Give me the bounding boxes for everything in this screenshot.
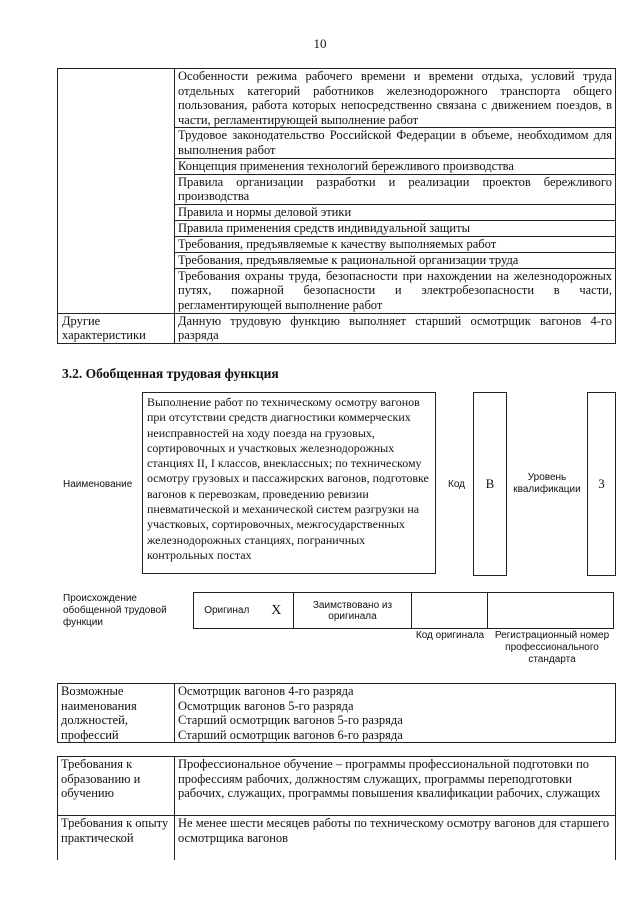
origin-code-caption: Код оригинала: [415, 630, 485, 641]
origin-label: Происхождение обобщенной трудовой функции: [63, 593, 167, 628]
table-cell: Правила и нормы деловой этики: [175, 204, 616, 220]
table-cell: Особенности режима рабочего времени и времени отдыха, условий труда отдельных категорий работников железнодорожного транспорта общего пользования, работа которых непосредственно связана с движением поездов, в части, регламентирующей выполнение работ: [175, 69, 616, 128]
code-value-box: B: [473, 392, 507, 576]
origin-table: [193, 592, 614, 629]
original-mark: X: [260, 593, 294, 629]
table-cell: Требования, предъявляемые к качеству выполняемых работ: [175, 236, 616, 252]
list-item: Старший осмотрщик вагонов 6-го разряда: [178, 727, 403, 742]
requirements-table: [57, 756, 616, 860]
positions-list: [175, 684, 616, 743]
education-text: Профессиональное обучение – программы профессиональной подготовки по профессиям рабочих, должностям служащих, программы переподготовки рабочих, служащих, программы повышения квалификации рабочих, служащих: [175, 757, 616, 816]
list-item: Осмотрщик вагонов 4-го разряда: [178, 684, 354, 698]
positions-label: Возможные наименования должностей, профессий: [58, 684, 175, 743]
experience-text: Не менее шести месяцев работы по техническому осмотру вагонов для старшего осмотрщика вагонов: [175, 816, 616, 861]
table-cell: Концепция применения технологий бережливого производства: [175, 158, 616, 174]
table-cell: Трудовое законодательство Российской Федерации в объеме, необходимом для выполнения работ: [175, 128, 616, 158]
list-item: Старший осмотрщик вагонов 5-го разряда: [178, 713, 403, 728]
table-row: [58, 313, 616, 343]
table-row: [58, 69, 616, 128]
table-row: [58, 684, 616, 743]
table-row: [58, 816, 616, 861]
table-cell: Правила применения средств индивидуальной защиты: [175, 220, 616, 236]
knowledge-table: [57, 68, 616, 344]
function-name-box: Выполнение работ по техническому осмотру вагонов при отсутствии средств диагностики коммерческих неисправностей на ходу поезда на грузовых, сортировочных и участковых железнодорожных станциях II, I классов, внеклассных; по техническому осмотру грузовых и пассажирских вагонов, подготовке вагонов к перевозкам, проведению ревизии пневматической и механической систем разгрузки на участковых, сортировочных, межгосударственных железнодорожных станциях, пограничных контрольных постах: [142, 392, 436, 574]
registration-number-caption: Регистрационный номер профессионального стандарта: [494, 630, 610, 665]
section-title: 3.2. Обобщенная трудовая функция: [62, 366, 279, 381]
table-cell: Правила организации разработки и реализации проектов бережливого производства: [175, 174, 616, 204]
original-label: Оригинал: [194, 593, 260, 629]
experience-label: Требования к опыту практической: [58, 816, 175, 861]
table-row-label: Другие характеристики: [58, 313, 175, 343]
table-cell: Данную трудовую функцию выполняет старший осмотрщик вагонов 4-го разряда: [175, 313, 616, 343]
qualification-level-label: Уровень квалификации: [513, 472, 581, 495]
positions-table: [57, 683, 616, 743]
table-cell: Требования охраны труда, безопасности при нахождении на железнодорожных путях, пожарной безопасности и электробезопасности в части, регламентирующей выполнение работ: [175, 268, 616, 313]
borrowed-label: Заимствовано из оригинала: [294, 593, 412, 629]
list-item: Осмотрщик вагонов 5-го разряда: [178, 698, 354, 713]
origin-code-cell: [412, 593, 488, 629]
education-label: Требования к образованию и обучению: [58, 757, 175, 816]
table-cell-empty: [58, 69, 175, 314]
qualification-level-box: 3: [587, 392, 616, 576]
table-row: [194, 593, 614, 629]
registration-number-cell: [488, 593, 614, 629]
page-number: 10: [313, 36, 327, 51]
table-row: [58, 757, 616, 816]
code-label: Код: [448, 479, 466, 490]
table-cell: Требования, предъявляемые к рациональной организации труда: [175, 252, 616, 268]
name-label: Наименование: [63, 479, 133, 490]
